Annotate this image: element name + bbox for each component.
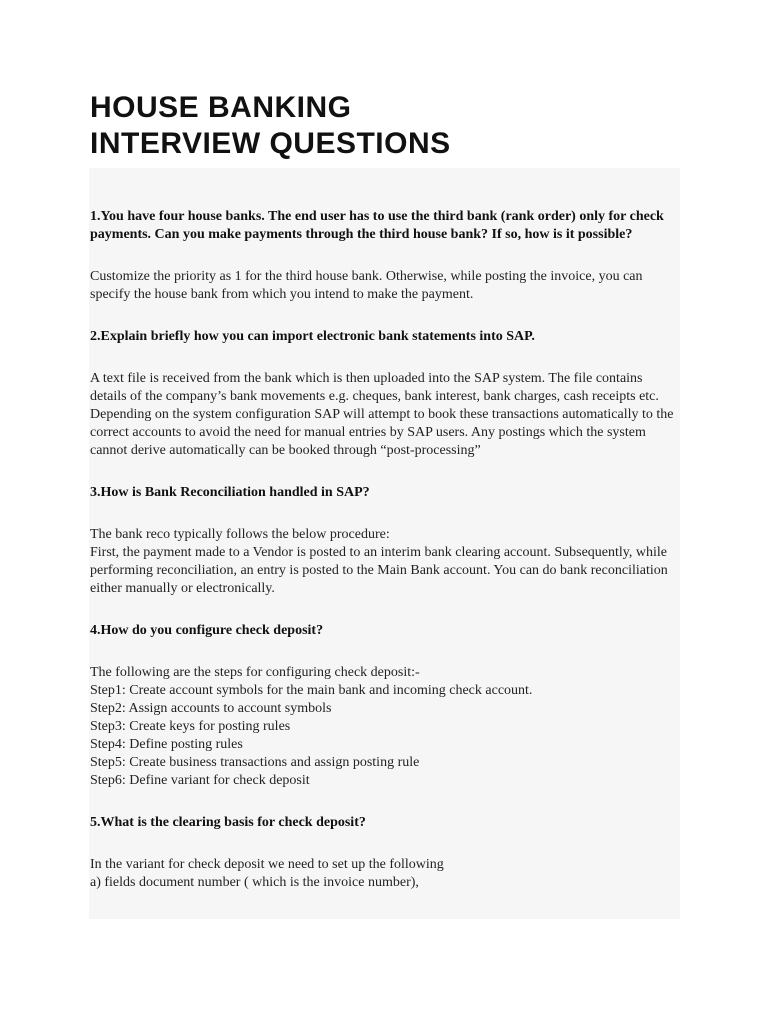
answer-2: A text file is received from the bank which is then uploaded into the SAP system. The file contains details of the company’s bank movements e.g. cheques, bank interest, bank charges, cash receipts etc. Depending on the system configuration SAP will attempt to book these transactions automatically to the correct accounts to avoid the need for manual entries by SAP users. Any postings which the system cannot derive automatically can be booked through “post-processing”	[90, 371, 674, 458]
answer-4-step: Step6: Define variant for check deposit	[90, 773, 310, 788]
document-title	[90, 90, 690, 162]
qa-content-panel	[89, 168, 680, 919]
answer-4-step: Step5: Create business transactions and assign posting rule	[90, 755, 420, 770]
question-5: 5.What is the clearing basis for check deposit?	[90, 815, 366, 830]
answer-3-body: First, the payment made to a Vendor is posted to an interim bank clearing account. Subsequently, while performing reconciliation, an entry is posted to the Main Bank account. You can do bank reconciliation either manually or electronically.	[90, 545, 668, 596]
answer-3-intro: The bank reco typically follows the below procedure:	[90, 527, 390, 542]
question-2: 2.Explain briefly how you can import electronic bank statements into SAP.	[90, 329, 535, 344]
answer-4-step: Step1: Create account symbols for the main bank and incoming check account.	[90, 683, 533, 698]
document-title-line-1: HOUSE BANKING	[90, 91, 352, 124]
answer-3	[90, 526, 680, 598]
answer-5-intro: In the variant for check deposit we need to set up the following	[90, 857, 444, 872]
answer-4-intro: The following are the steps for configuring check deposit:-	[90, 665, 420, 680]
answer-4	[90, 664, 680, 790]
question-4: 4.How do you configure check deposit?	[90, 623, 324, 638]
document-title-line-2: INTERVIEW QUESTIONS	[90, 127, 451, 160]
question-3: 3.How is Bank Reconciliation handled in SAP?	[90, 485, 370, 500]
answer-4-step: Step4: Define posting rules	[90, 737, 243, 752]
answer-4-step: Step3: Create keys for posting rules	[90, 719, 291, 734]
answer-5	[90, 856, 680, 892]
question-1: 1.You have four house banks. The end user has to use the third bank (rank order) only for check payments. Can you make payments through the third house bank? If so, how is it possible?	[90, 209, 664, 242]
qa-list	[90, 208, 680, 916]
answer-5-body: a) fields document number ( which is the invoice number),	[90, 875, 419, 890]
answer-4-step: Step2: Assign accounts to account symbols	[90, 701, 332, 716]
answer-1: Customize the priority as 1 for the third house bank. Otherwise, while posting the invoice, you can specify the house bank from which you intend to make the payment.	[90, 269, 643, 302]
